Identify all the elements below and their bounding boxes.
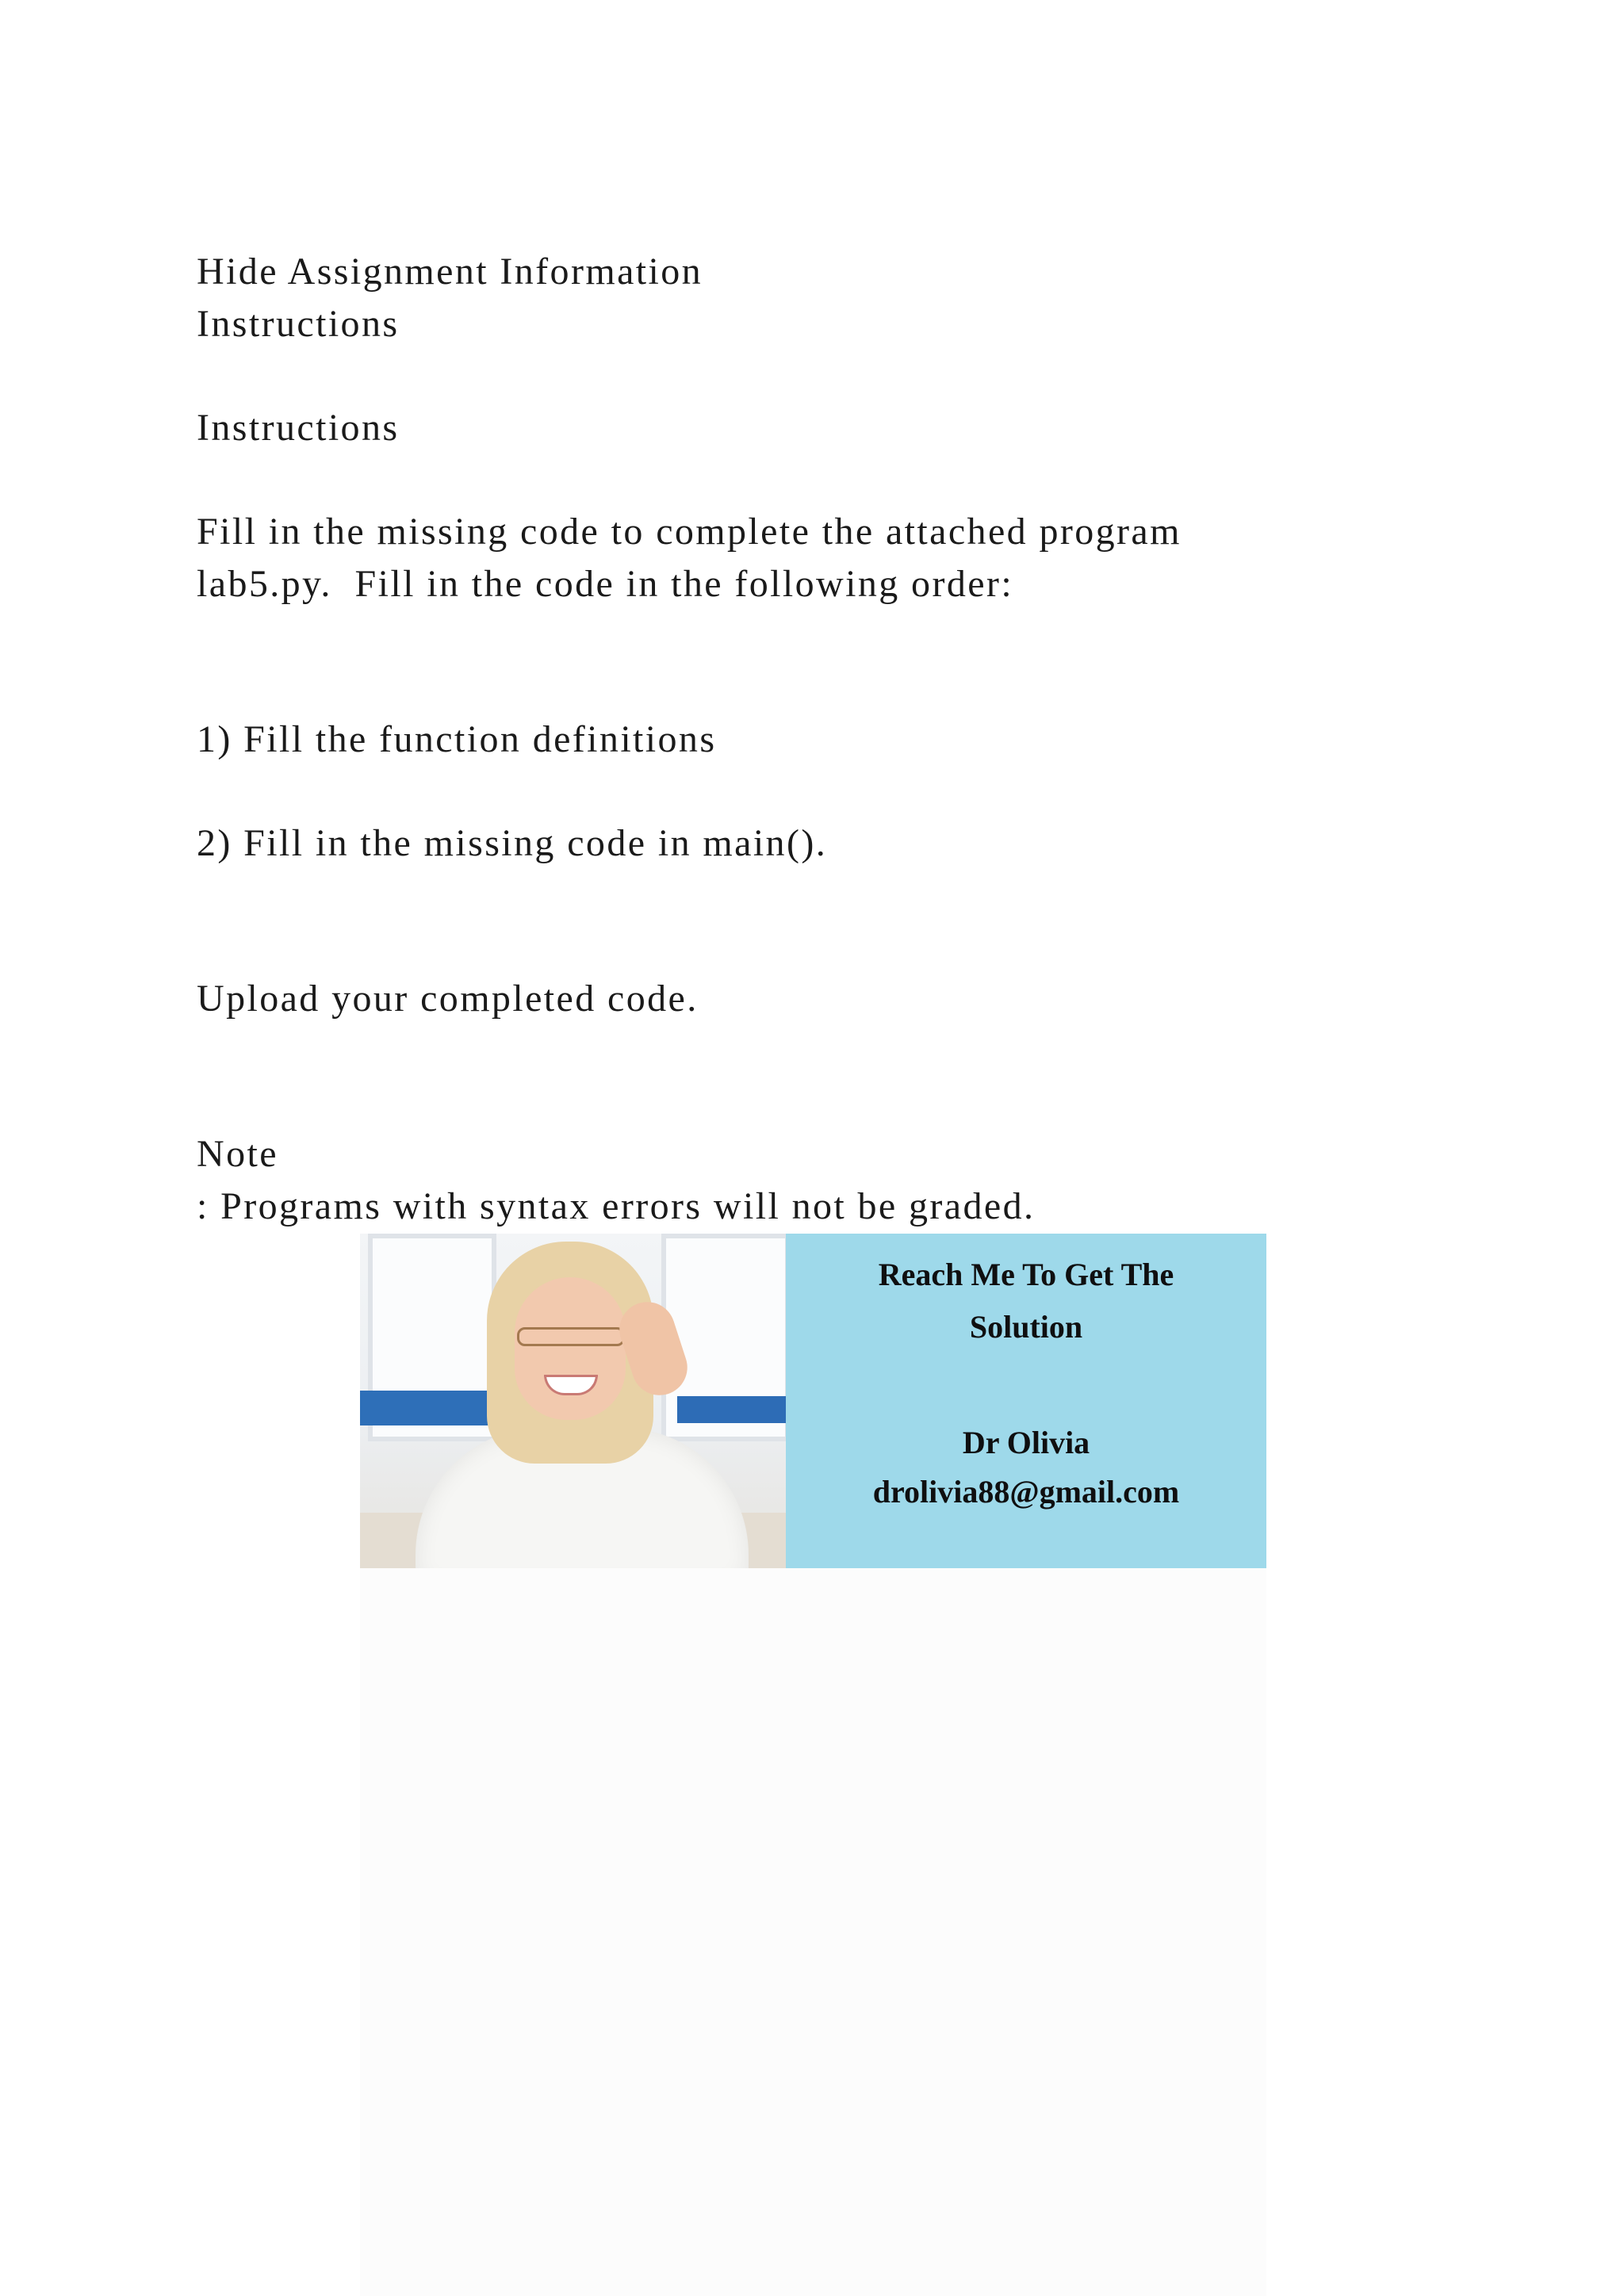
note-label: Note bbox=[197, 1133, 278, 1175]
instruction-paragraph-line1: Fill in the missing code to complete the attached program bbox=[197, 511, 1182, 553]
step-two-text: 2) Fill in the missing code in main(). bbox=[197, 822, 828, 864]
contact-info-panel bbox=[786, 1234, 1266, 1568]
step-one-text: 1) Fill the function definitions bbox=[197, 718, 717, 760]
blue-shelf bbox=[677, 1396, 786, 1423]
person-face bbox=[515, 1277, 626, 1420]
banner-heading-line1: Reach Me To Get The bbox=[878, 1257, 1174, 1292]
glasses-icon bbox=[517, 1327, 625, 1346]
contact-name: Dr Olivia bbox=[962, 1425, 1090, 1460]
contact-email: drolivia88@gmail.com bbox=[872, 1474, 1180, 1510]
contact-banner bbox=[360, 1234, 1266, 1568]
instructions-subheading: Instructions bbox=[197, 407, 400, 449]
upload-instruction-text: Upload your completed code. bbox=[197, 978, 699, 1020]
instruction-paragraph-line2: lab5.py. Fill in the code in the following order: bbox=[197, 563, 1014, 605]
woman-photo bbox=[360, 1234, 786, 1568]
note-text: : Programs with syntax errors will not be graded. bbox=[197, 1185, 1036, 1227]
banner-heading-line2: Solution bbox=[969, 1309, 1083, 1345]
assignment-header-text: Hide Assignment Information bbox=[197, 251, 703, 293]
banner-shadow-area bbox=[360, 1568, 1266, 2296]
instructions-heading: Instructions bbox=[197, 303, 400, 345]
